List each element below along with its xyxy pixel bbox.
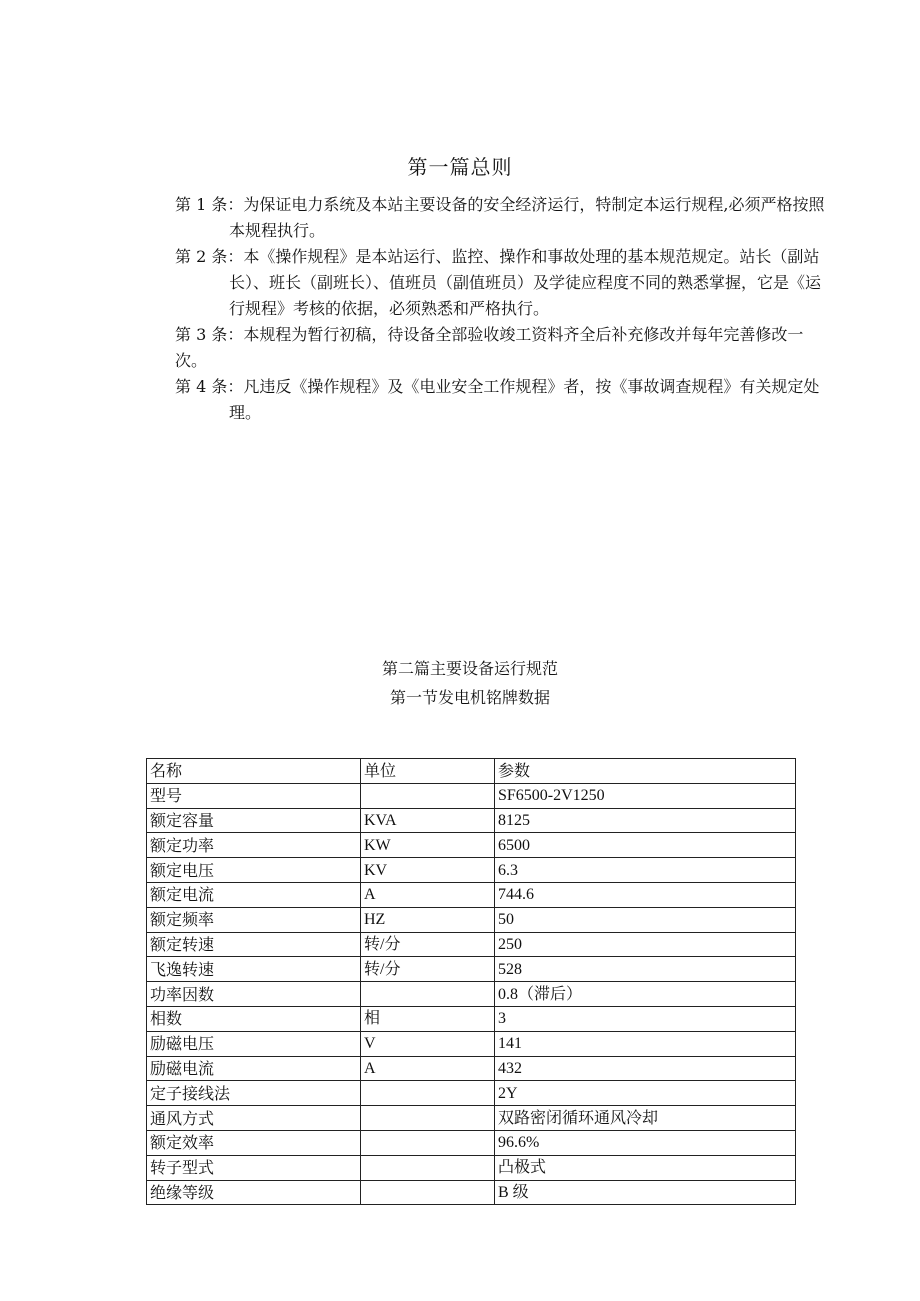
section-title: 第一节发电机铭牌数据: [389, 688, 550, 707]
generator-nameplate-table: [146, 758, 796, 1205]
cell-name: 额定转速: [147, 932, 361, 957]
cell-unit: [361, 1081, 495, 1106]
cell-name: 绝缘等级: [147, 1180, 361, 1205]
cell-unit: KW: [361, 833, 495, 858]
cell-param: 双路密闭循环通风冷却: [495, 1106, 796, 1131]
cell-param: 528: [495, 957, 796, 982]
cell-unit: [361, 1155, 495, 1180]
cell-unit: A: [361, 1056, 495, 1081]
cell-name: 型号: [147, 783, 361, 808]
table-row: [147, 1031, 796, 1056]
part2-title: 第二篇主要设备运行规范: [381, 659, 558, 678]
cell-unit: [361, 982, 495, 1007]
cell-param: B 级: [495, 1180, 796, 1205]
table-row: [147, 1006, 796, 1031]
table-row: [147, 1081, 796, 1106]
header-param: 参数: [495, 759, 796, 784]
table-row: [147, 932, 796, 957]
cell-param: 3: [495, 1006, 796, 1031]
table-row: [147, 808, 796, 833]
cell-param: 6.3: [495, 858, 796, 883]
header-name: 名称: [147, 759, 361, 784]
cell-name: 额定容量: [147, 808, 361, 833]
article-1: 第 1 条：为保证电力系统及本站主要设备的安全经济运行，特制定本运行规程,必须严格按照本规程执行。: [175, 195, 825, 240]
cell-name: 定子接线法: [147, 1081, 361, 1106]
cell-param: 250: [495, 932, 796, 957]
cell-param: SF6500-2V1250: [495, 783, 796, 808]
cell-unit: 转/分: [361, 932, 495, 957]
articles-list: [175, 192, 825, 426]
cell-unit: 相: [361, 1006, 495, 1031]
cell-unit: [361, 783, 495, 808]
table-row: [147, 783, 796, 808]
cell-param: 50: [495, 907, 796, 932]
cell-name: 功率因数: [147, 982, 361, 1007]
table-row: [147, 982, 796, 1007]
cell-name: 额定电流: [147, 882, 361, 907]
cell-unit: V: [361, 1031, 495, 1056]
cell-name: 额定功率: [147, 833, 361, 858]
cell-unit: 转/分: [361, 957, 495, 982]
part1-title: 第一篇总则: [407, 155, 513, 179]
article-4: 第 4 条：凡违反《操作规程》及《电业安全工作规程》者，按《事故调查规程》有关规定处理。: [175, 377, 820, 422]
table-row: [147, 833, 796, 858]
table-row: [147, 1106, 796, 1131]
cell-unit: [361, 1106, 495, 1131]
cell-param: 432: [495, 1056, 796, 1081]
cell-param: 141: [495, 1031, 796, 1056]
cell-param: 6500: [495, 833, 796, 858]
header-unit: 单位: [361, 759, 495, 784]
article-3: 第 3 条：本规程为暂行初稿，待设备全部验收竣工资料齐全后补充修改并每年完善修改一次。: [175, 325, 804, 370]
article-2: 第 2 条：本《操作规程》是本站运行、监控、操作和事故处理的基本规范规定。站长（副站长）、班长（副班长）、值班员（副值班员）及学徒应程度不同的熟悉掌握，它是《运行规程》考核的依据，必须熟悉和严格执行。: [175, 247, 822, 318]
cell-unit: A: [361, 882, 495, 907]
table-row: [147, 1056, 796, 1081]
cell-param: 96.6%: [495, 1130, 796, 1155]
cell-name: 励磁电流: [147, 1056, 361, 1081]
cell-param: 744.6: [495, 882, 796, 907]
cell-unit: [361, 1180, 495, 1205]
cell-name: 额定效率: [147, 1130, 361, 1155]
table-row: [147, 1130, 796, 1155]
cell-param: 8125: [495, 808, 796, 833]
cell-name: 飞逸转速: [147, 957, 361, 982]
cell-unit: KVA: [361, 808, 495, 833]
cell-unit: [361, 1130, 495, 1155]
cell-unit: HZ: [361, 907, 495, 932]
table-row: [147, 858, 796, 883]
table-header-row: [147, 759, 796, 784]
cell-param: 0.8（滞后）: [495, 982, 796, 1007]
cell-name: 相数: [147, 1006, 361, 1031]
table-row: [147, 957, 796, 982]
cell-name: 通风方式: [147, 1106, 361, 1131]
table-row: [147, 882, 796, 907]
cell-name: 额定电压: [147, 858, 361, 883]
cell-param: 凸极式: [495, 1155, 796, 1180]
table-row: [147, 1180, 796, 1205]
table-row: [147, 907, 796, 932]
cell-unit: KV: [361, 858, 495, 883]
cell-param: 2Y: [495, 1081, 796, 1106]
cell-name: 励磁电压: [147, 1031, 361, 1056]
cell-name: 额定频率: [147, 907, 361, 932]
cell-name: 转子型式: [147, 1155, 361, 1180]
table-row: [147, 1155, 796, 1180]
